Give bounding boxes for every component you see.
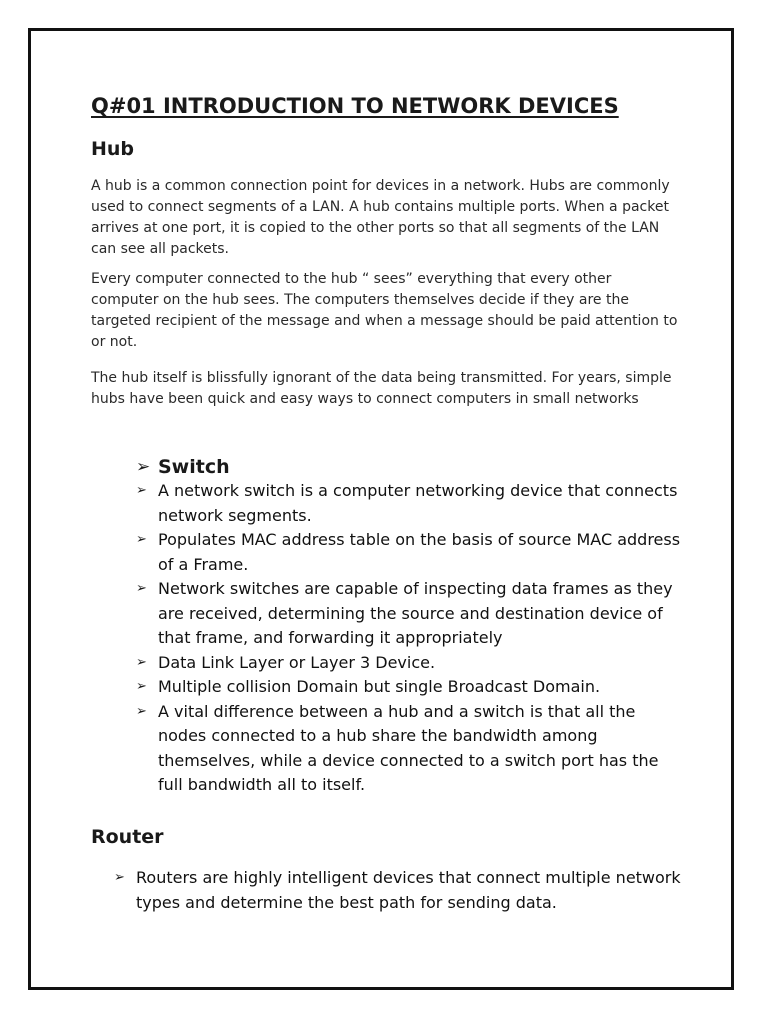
router-bullet-1: Routers are highly intelligent devices that connect multiple network types and determine the best path for sending data. — [136, 868, 681, 912]
list-item — [114, 866, 694, 915]
router-section — [114, 866, 694, 915]
arrowhead-bullet-icon: ➢ — [136, 483, 147, 498]
hub-heading: Hub — [91, 138, 135, 160]
arrowhead-bullet-icon: ➢ — [114, 870, 125, 885]
hub-paragraph-1: A hub is a common connection point for devices in a network. Hubs are commonly used to connect segments of a LAN. A hub contains multiple ports. When a packet arrives at one port, it is copied to the other ports so that all segments of the LAN can see all packets. — [91, 178, 670, 257]
list-item — [136, 528, 681, 577]
router-heading: Router — [91, 826, 164, 848]
document-body — [91, 92, 681, 410]
arrowhead-bullet-icon: ➢ — [136, 703, 147, 719]
arrowhead-bullet-icon: ➢ — [136, 581, 147, 596]
hub-paragraph-2: Every computer connected to the hub “ sees” everything that every other computer on the hub sees. The computers themselves decide if they are the targeted recipient of the message and when a message should be paid attention to or not. — [91, 271, 678, 350]
switch-bullet-4: Data Link Layer or Layer 3 Device. — [158, 652, 436, 672]
arrowhead-bullet-icon: ➢ — [136, 532, 147, 547]
arrowhead-bullet-icon: ➢ — [136, 679, 147, 694]
arrowhead-bullet-icon: ➢ — [136, 457, 151, 477]
list-item — [136, 577, 681, 651]
page-title: Q#01 INTRODUCTION TO NETWORK DEVICES — [91, 94, 619, 118]
switch-heading-row — [136, 455, 681, 479]
switch-bullet-3: Network switches are capable of inspecting data frames as they are received, determining the source and destination device of that frame, and forwarding it appropriately — [158, 579, 673, 647]
switch-heading: Switch — [158, 456, 230, 478]
list-item — [136, 479, 681, 528]
arrowhead-bullet-icon: ➢ — [136, 654, 147, 670]
hub-paragraph-3: The hub itself is blissfully ignorant of the data being transmitted. For years, simple hubs have been quick and easy ways to connect computers in small networks — [91, 370, 672, 407]
switch-bullet-1: A network switch is a computer networking device that connects network segments. — [158, 481, 678, 525]
switch-bullet-6: A vital difference between a hub and a switch is that all the nodes connected to a hub share the bandwidth among themselves, while a device connected to a switch port has the full bandwidth all to itself. — [158, 701, 659, 794]
list-item — [136, 675, 681, 700]
switch-bullet-2: Populates MAC address table on the basis of source MAC address of a Frame. — [158, 530, 681, 574]
list-item — [136, 700, 681, 798]
switch-section — [136, 455, 681, 798]
list-item — [136, 651, 681, 676]
switch-bullet-5: Multiple collision Domain but single Broadcast Domain. — [158, 677, 601, 696]
